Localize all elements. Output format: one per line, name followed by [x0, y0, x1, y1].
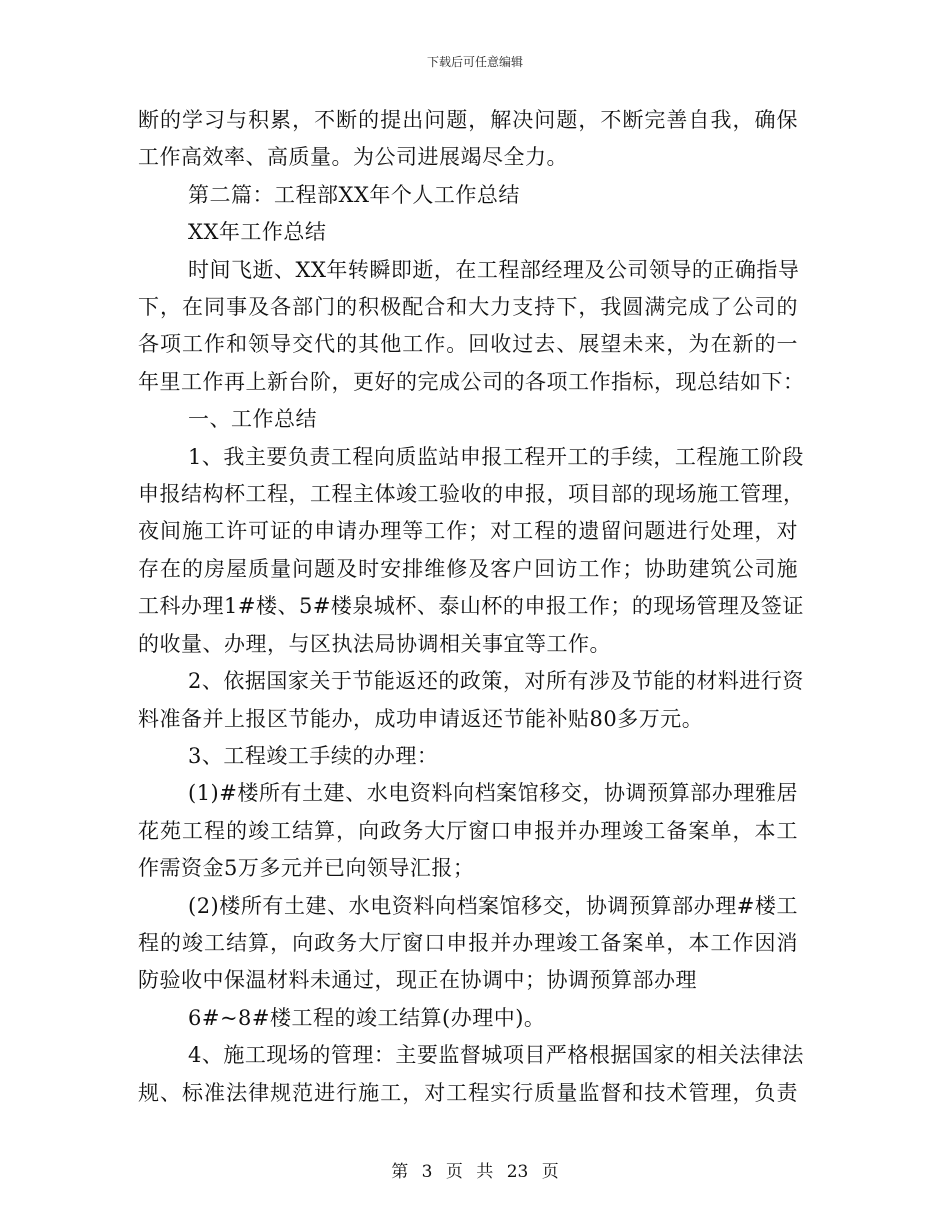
text-line: 作需资金5万多元并已向领导汇报；	[138, 856, 475, 881]
list-heading: 一、工作总结	[188, 407, 317, 432]
text-line: 花苑工程的竣工结算，向政务大厅窗口申报并办理竣工备案单，本工	[138, 818, 798, 843]
text-line: 6#~8#楼工程的竣工结算(办理中)。	[188, 1005, 546, 1030]
text-line: 料准备并上报区节能办，成功申请返还节能补贴80多万元。	[138, 706, 704, 731]
text-line: 工科办理1#楼、5#楼泉城杯、泰山杯的申报工作；的现场管理及签证	[138, 594, 804, 619]
section-heading: 第二篇：工程部XX年个人工作总结	[188, 182, 520, 207]
text-line: 程的竣工结算，向政务大厅窗口申报并办理竣工备案单，本工作因消	[138, 930, 798, 955]
text-line: 下，在同事及各部门的积极配合和大力支持下，我圆满完成了公司的	[138, 295, 798, 320]
text-line: 存在的房屋质量问题及时安排维修及客户回访工作；协助建筑公司施	[138, 556, 798, 581]
page-header-note: 下载后可任意编辑	[426, 55, 523, 69]
text-line: (1)#楼所有土建、水电资料向档案馆移交，协调预算部办理雅居	[188, 781, 798, 806]
text-line: 各项工作和领导交代的其他工作。回收过去、展望未来，为在新的一	[138, 332, 798, 357]
text-line: 夜间施工许可证的申请办理等工作；对工程的遗留问题进行处理，对	[138, 519, 798, 544]
text-line: 防验收中保温材料未通过，现正在协调中；协调预算部办理	[138, 968, 697, 993]
subsection-heading: XX年工作总结	[188, 220, 327, 245]
text-line: 1、我主要负责工程向质监站申报工程开工的手续，工程施工阶段	[188, 444, 804, 469]
text-line: 4、施工现场的管理：主要监督城项目严格根据国家的相关法律法	[188, 1043, 804, 1068]
document-body	[138, 102, 805, 1112]
text-line: 年里工作再上新台阶，更好的完成公司的各项工作指标，现总结如下：	[138, 369, 805, 394]
text-line: 工作高效率、高质量。为公司进展竭尽全力。	[138, 145, 568, 170]
text-line: 2、依据国家关于节能返还的政策，对所有涉及节能的材料进行资	[188, 669, 804, 694]
text-line: 规、标准法律规范进行施工，对工程实行质量监督和技术管理，负责	[138, 1080, 798, 1105]
text-line: 时间飞逝、XX年转瞬即逝，在工程部经理及公司领导的正确指导	[188, 257, 800, 282]
text-line: 断的学习与积累，不断的提出问题，解决问题，不断完善自我，确保	[138, 108, 798, 132]
text-line: 的收量、办理，与区执法局协调相关事宜等工作。	[138, 631, 611, 656]
text-line: 申报结构杯工程，工程主体竣工验收的申报，项目部的现场施工管理，	[138, 482, 805, 507]
text-line: (2)楼所有土建、水电资料向档案馆移交，协调预算部办理#楼工	[188, 893, 798, 918]
text-line: 3、工程竣工手续的办理：	[188, 743, 439, 768]
page-number: 第 3 页 共 23 页	[391, 1162, 559, 1182]
